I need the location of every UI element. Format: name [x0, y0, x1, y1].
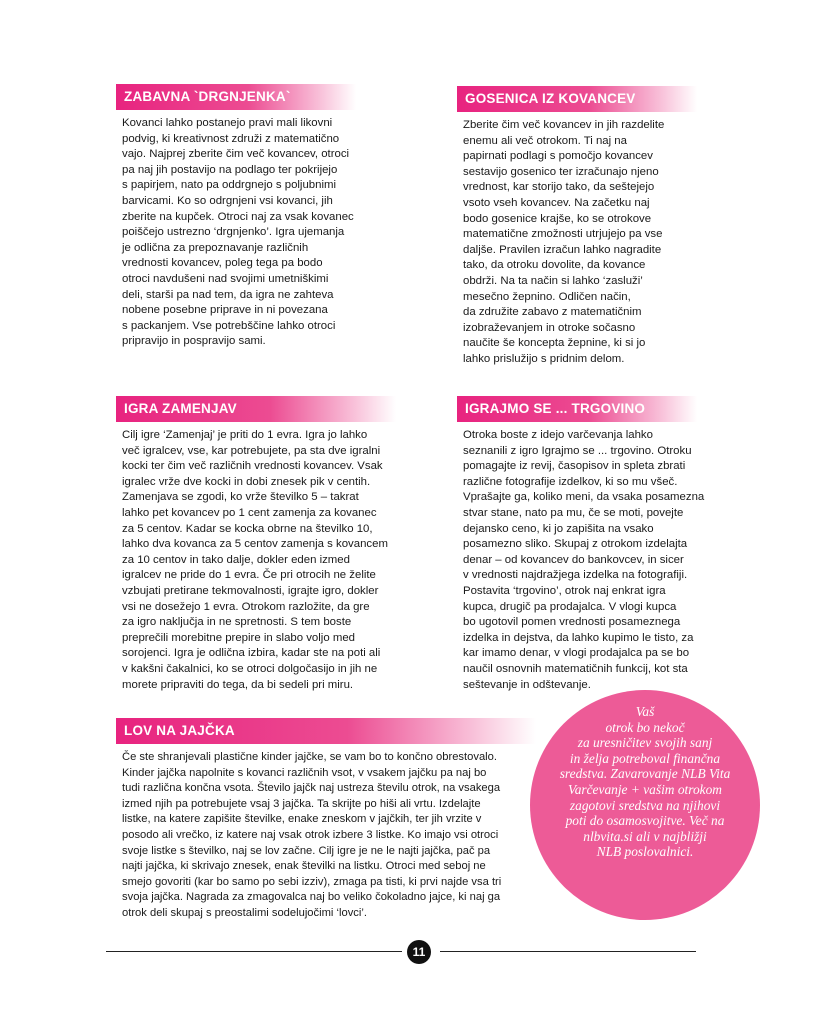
text-line: izmed njih pa potrebujete vsaj 3 jajčka. Ta skrijte po hiši ali vrtu. Izdelajte [122, 797, 481, 810]
section-trgovina [457, 396, 705, 693]
text-line: s papirjem, nato pa oddrgnejo s poljubnimi [122, 179, 337, 192]
promo-text [536, 704, 754, 860]
text-line: vsi ne dosežejo 1 evra. Otrokom razložite, da gre [122, 600, 370, 613]
section-lov-na-jajcka [116, 718, 536, 922]
text-line: sestavijo gosenico ter izračunajo njeno [463, 165, 659, 178]
text-line: Varčevanje + vašim otrokom [568, 781, 722, 797]
text-line: kocki ter čim več različnih vrednosti kovancev. Vsak [122, 460, 383, 473]
text-line: NLB poslovalnici. [596, 844, 694, 860]
footer-rule-right [440, 951, 696, 952]
text-line: dejansko ceno, ki jo zapišita na vsako [463, 522, 654, 535]
section-title: IGRA ZAMENJAV [116, 396, 396, 422]
text-line: najti jajčka, ki skrivajo znesek, enak številki na listku. Otroci med seboj ne [122, 860, 486, 873]
text-line: pomagajte iz revij, časopisov in spleta zbrati [463, 460, 686, 473]
text-line: seznanili z igro Igrajmo se ... trgovino. Otroku [463, 444, 692, 457]
text-line: listke, na katere zapišite številke, enake zneskom v jajčkih, ter jih vrzite v [122, 813, 482, 826]
text-line: Kovanci lahko postanejo pravi mali likovni [122, 117, 333, 129]
text-line: bo ugotovil pomen vrednosti posameznega [463, 616, 681, 629]
section-title: GOSENICA IZ KOVANCEV [457, 86, 697, 112]
text-line: podvig, ki kreativnost združi z matematično [122, 132, 340, 145]
text-line: mesečno žepnino. Odličen način, [463, 290, 631, 303]
text-line: preprečili morebitne prepire in slabo voljo med [122, 631, 355, 644]
text-line: Vaš [635, 704, 655, 719]
text-line: posamezno sliko. Skupaj z otrokom izdelajta [463, 538, 688, 551]
text-line: zberite na kupček. Otroci naj za vsak kovanec [122, 210, 354, 223]
text-line: enemu ali več otrokom. Ti naj na [463, 134, 627, 147]
text-line: za igro naključja in ne spretnosti. S tem boste [122, 616, 352, 629]
text-line: sredstva. Zavarovanje NLB Vita [559, 766, 731, 782]
section-body [463, 118, 697, 368]
text-line: denar – od kovancev do bankovcev, in sicer [463, 553, 684, 566]
text-line: obdrži. Na ta način si lahko ‘zasluži’ [463, 274, 643, 287]
text-line: poiščejo ustrezno ‘drgnjenko’. Igra ujemanja [122, 226, 345, 239]
section-title: IGRAJMO SE ... TRGOVINO [457, 396, 697, 422]
text-line: zagotovi sredstva na njihovi [569, 797, 721, 813]
section-title: ZABAVNA `DRGNJENKA` [116, 84, 356, 110]
footer-rule-left [106, 951, 402, 952]
text-line: poti do osamosvojitve. Več na [565, 813, 725, 829]
section-body [122, 116, 356, 350]
text-line: otroci navdušeni nad svojimi umetniškimi [122, 272, 329, 285]
text-line: smejo govoriti (kar bo samo po sebi izziv), zmaga pa tisti, ki prvi najde vsa tri [122, 875, 502, 888]
text-line: igralcev ne pride do 1 evra. Če pri otrocih ne želite [122, 569, 376, 582]
text-line: Če ste shranjevali plastične kinder jajčke, se vam bo to končno obrestovalo. [122, 751, 497, 763]
text-line: vrednost, kar storijo tako, da seštejejo [463, 181, 655, 194]
text-line: tudi različna končna vsota. Število jajčk naj ustreza številu otrok, na vsakega [122, 782, 501, 795]
text-line: v vrednosti najdražjega izdelka na fotografiji. [463, 569, 688, 582]
text-line: lahko prislužijo s pridnim delom. [463, 352, 625, 365]
text-line: kar imamo denar, v vlogi prodajalca pa se bo [463, 647, 690, 660]
text-line: vzbujati pretirane tekmovalnosti, igrajte igro, dokler [122, 584, 379, 597]
text-line: lahko pet kovancev po 1 cent zamenja za kovanec [122, 506, 377, 519]
text-line: Zamenjava se zgodi, ko vrže številko 5 – takrat [122, 491, 359, 504]
section-body [122, 750, 536, 922]
text-line: Cilj igre ‘Zamenjaj’ je priti do 1 evra. Igra jo lahko [122, 429, 368, 441]
section-igra-zamenjav [116, 396, 396, 693]
text-line: otrok deli skupaj s preostalimi sodelujočimi ‘lovci’. [122, 906, 367, 919]
text-line: Vprašajte ga, koliko meni, da vsaka posamezna [463, 491, 705, 504]
text-line: lahko dva kovanca za 5 centov zamenja s kovancem [122, 538, 388, 551]
text-line: vrednosti kovancev, poleg tega pa bodo [122, 257, 323, 270]
text-line: bodo gosenice krajše, ko se otrokove [463, 212, 652, 225]
page-number: 11 [407, 940, 431, 964]
text-line: igralec vrže dve kocki in dobi znesek pik v centih. [122, 475, 371, 488]
section-body [463, 428, 705, 693]
text-line: Postavita ‘trgovino’, otrok naj enkrat igra [463, 584, 666, 597]
text-line: nobene posebne priprave in ni povezana [122, 304, 328, 317]
text-line: Otroka boste z idejo varčevanja lahko [463, 429, 653, 441]
text-line: in želja potreboval finančna [569, 750, 721, 766]
text-line: svoje listke s številko, naj se lov začne. Cilj igre je ne le najti jajčka, pač pa [122, 844, 491, 857]
text-line: matematične zmožnosti utrjujejo pa vse [463, 228, 663, 241]
text-line: več igralcev, vse, kar potrebujete, pa sta dve igralni [122, 444, 381, 457]
section-title: LOV NA JAJČKA [116, 718, 536, 744]
text-line: Zberite čim več kovancev in jih razdelite [463, 119, 665, 131]
text-line: sorojenci. Igra je odlična izbira, kadar ste na poti ali [122, 647, 381, 660]
text-line: v kakšni čakalnici, ko se otroci dolgočasijo in jih ne [122, 662, 378, 675]
text-line: za 5 centov. Kadar se kocka obrne na številko 10, [122, 522, 373, 535]
text-line: pa naj jih postavijo na podlago ter pokrijejo [122, 163, 338, 176]
text-line: naučite še koncepta žepnine, ki si jo [463, 337, 646, 350]
text-line: otrok bo nekoč [605, 719, 685, 735]
text-line: posodo ali vrečko, iz katere naj vsak otrok izbere 3 listke. Ko imajo vsi otroci [122, 828, 499, 841]
text-line: različne fotografije izdelkov, ki so mu všeč. [463, 475, 678, 488]
section-body [122, 428, 396, 693]
text-line: vajo. Najprej zberite čim več kovancev, otroci [122, 148, 350, 161]
text-line: daljše. Pravilen izračun lahko nagradite [463, 243, 662, 256]
section-drgnjenka [116, 84, 356, 350]
text-line: izobraževanjem in otroke sočasno [463, 321, 636, 334]
text-line: nlbvita.si ali v najbližji [583, 828, 707, 844]
text-line: Kinder jajčka napolnite s kovanci različnih vsot, v vsakem jajčku pa naj bo [122, 766, 487, 779]
text-line: papirnati podlagi s pomočjo kovancev [463, 150, 653, 163]
text-line: barvicami. Ko so odrgnjeni vsi kovanci, jih [122, 194, 333, 207]
text-line: vsoto vseh kovancev. Na začetku naj [463, 196, 650, 209]
text-line: stvar stane, nato pa mu, če se moti, povejte [463, 506, 684, 519]
text-line: morete pripraviti do tega, da bi sedeli pri miru. [122, 678, 354, 691]
text-line: deli, starši pa nad tem, da igra ne zahteva [122, 288, 334, 301]
text-line: je odlična za prepoznavanje različnih [122, 241, 309, 254]
text-line: za uresničitev svojih sanj [577, 735, 713, 751]
text-line: da združite zabavo z matematičnim [463, 306, 642, 319]
text-line: kupca, drugič pa prodajalca. V vlogi kupca [463, 600, 677, 613]
section-gosenica [457, 86, 697, 368]
text-line: pripravijo in pospravijo sami. [122, 335, 266, 348]
text-line: seštevanje in odštevanje. [463, 678, 591, 691]
text-line: naučil osnovnih matematičnih funkcij, kot sta [463, 662, 688, 675]
text-line: izdelka in dejstva, da lahko kupimo le tisto, za [463, 631, 694, 644]
text-line: tako, da otroku dovolite, da kovance [463, 259, 646, 272]
text-line: svoja jajčka. Nagrada za zmagovalca naj bo veliko čokoladno jajce, ki naj ga [122, 891, 501, 904]
text-line: za 10 centov in tako dalje, dokler eden izmed [122, 553, 350, 566]
text-line: s packanjem. Vse potrebščine lahko otroci [122, 319, 336, 332]
